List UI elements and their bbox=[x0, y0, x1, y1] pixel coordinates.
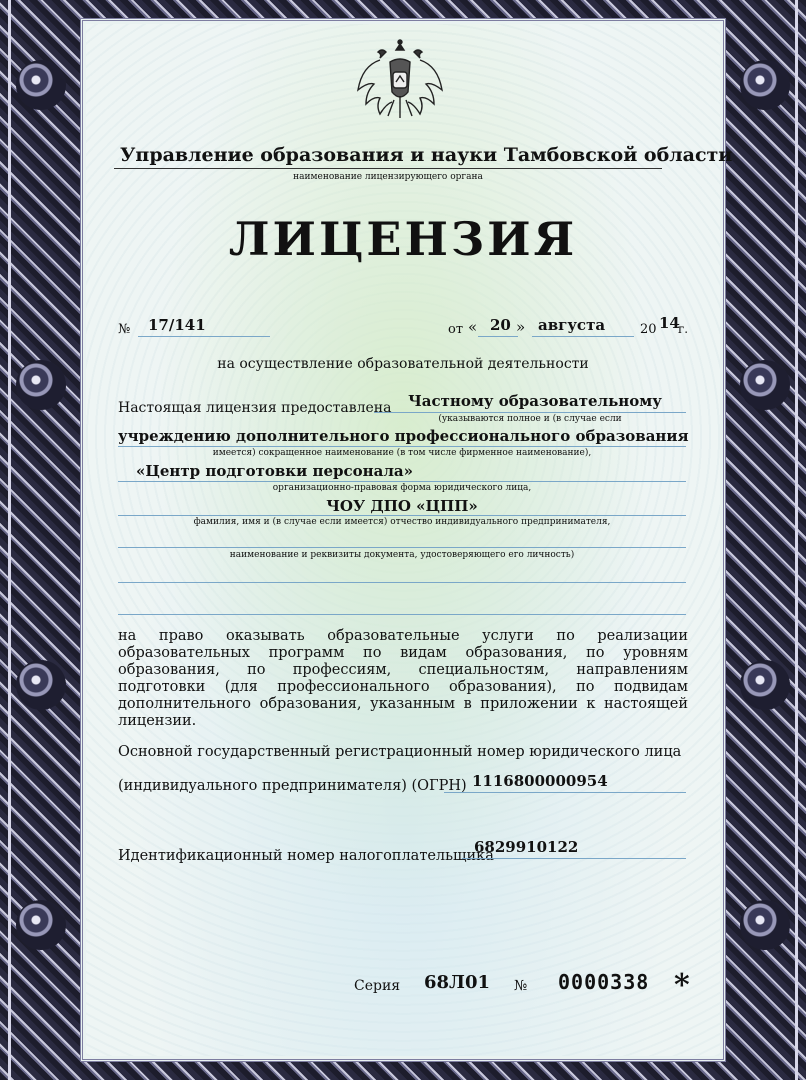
licensee-line-2-underline bbox=[118, 446, 686, 447]
date-day: 20 bbox=[490, 316, 511, 334]
ogrn-label-line-1: Основной государственный регистрационный номер юридического лица bbox=[118, 744, 682, 760]
series-number: 0000338 bbox=[558, 970, 650, 994]
inn-label: Идентификационный номер налогоплательщика bbox=[118, 848, 494, 864]
series-mark: * bbox=[674, 968, 690, 1003]
licensee-line-4-underline bbox=[118, 515, 686, 516]
licensee-name-line-3: «Центр подготовки персонала» bbox=[136, 462, 413, 480]
authority-caption: наименование лицензирующего органа bbox=[293, 172, 483, 182]
caption-full-name: (указываются полное и (в случае если bbox=[438, 414, 622, 424]
rights-text: на право оказывать образовательные услуги по реализации образовательных программ по видам образования, по уровням образования, по профессиям, специальностям, направлениям подготовки (для профессионального образования), по подвидам дополнительного образования, указанным в приложении к настоящей лицензии. bbox=[118, 628, 688, 729]
document-title: ЛИЦЕНЗИЯ bbox=[228, 212, 578, 266]
series-number-label: № bbox=[514, 978, 528, 994]
date-year-prefix: 20 bbox=[640, 322, 657, 337]
caption-legal-form: организационно-правовая форма юридического лица, bbox=[272, 483, 532, 493]
frame-ornament-icon bbox=[16, 660, 66, 710]
licensee-line-1-underline bbox=[374, 412, 686, 413]
caption-identity-document: наименование и реквизиты документа, удостоверяющего его личность) bbox=[229, 550, 575, 560]
number-label: № bbox=[118, 322, 131, 337]
caption-short-name: имеется) сокращенное наименование (в том числе фирменное наименование), bbox=[212, 448, 592, 458]
date-year-abbr: г. bbox=[678, 322, 689, 336]
series-label: Серия bbox=[354, 978, 401, 994]
licensee-short-name: ЧОУ ДПО «ЦПП» bbox=[326, 497, 478, 515]
series-value: 68Л01 bbox=[424, 972, 491, 993]
licensee-name-line-2: учреждению дополнительного профессионального образования bbox=[118, 427, 689, 445]
licensing-authority-name: Управление образования и науки Тамбовской области bbox=[120, 144, 733, 166]
inn-value: 6829910122 bbox=[474, 838, 579, 856]
date-quote-open: « bbox=[468, 318, 478, 336]
licensee-name-line-1: Частному образовательному bbox=[408, 392, 662, 410]
frame-ornament-icon bbox=[740, 660, 790, 710]
authority-underline bbox=[114, 168, 662, 169]
ogrn-underline bbox=[444, 792, 686, 793]
date-quote-close: » bbox=[516, 318, 526, 336]
license-purpose: на осуществление образовательной деятельности bbox=[217, 356, 589, 372]
frame-ornament-icon bbox=[16, 360, 66, 410]
license-number-underline bbox=[138, 336, 270, 337]
date-year-suffix: 14 bbox=[659, 314, 680, 332]
date-month-underline bbox=[532, 336, 634, 337]
ogrn-label-line-2: (индивидуального предпринимателя) (ОГРН) bbox=[118, 778, 467, 794]
frame-ornament-icon bbox=[740, 360, 790, 410]
frame-ornament-icon bbox=[740, 900, 790, 950]
date-day-underline bbox=[478, 336, 518, 337]
caption-entrepreneur-name: фамилия, имя и (в случае если имеется) отчество индивидуального предпринимателя, bbox=[193, 517, 611, 527]
inn-underline bbox=[462, 858, 686, 859]
licensee-line-3-underline bbox=[118, 481, 686, 482]
blank-line-3 bbox=[118, 614, 686, 615]
granted-label: Настоящая лицензия предоставлена bbox=[118, 400, 392, 416]
frame-ornament-icon bbox=[16, 900, 66, 950]
license-number: 17/141 bbox=[148, 316, 206, 334]
ogrn-value: 1116800000954 bbox=[472, 772, 608, 790]
date-from-label: от bbox=[448, 322, 464, 337]
blank-line-2 bbox=[118, 582, 686, 583]
blank-line-1 bbox=[118, 547, 686, 548]
frame-ornament-icon bbox=[740, 60, 790, 110]
frame-ornament-icon bbox=[16, 60, 66, 110]
date-month: августа bbox=[538, 316, 606, 334]
double-headed-eagle-emblem-icon bbox=[350, 34, 450, 134]
